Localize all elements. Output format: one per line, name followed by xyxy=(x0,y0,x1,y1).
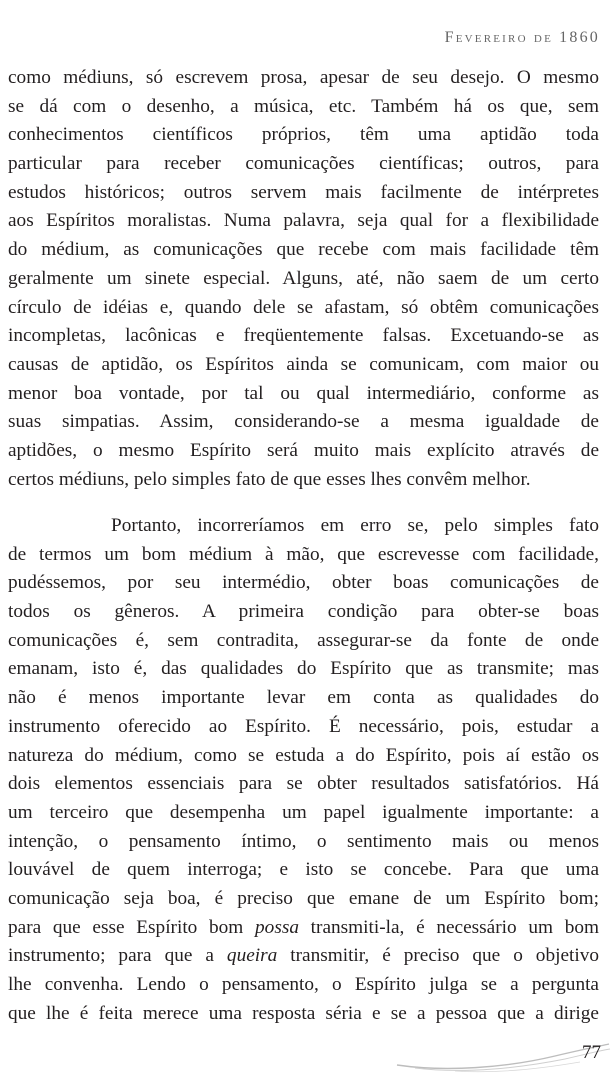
text-line xyxy=(8,942,599,971)
text-line: causas de aptidão, os Espíritos ainda se comunicam, com maior ou xyxy=(8,353,599,375)
text-line: incompletas, lacônicas e freqüentemente falsas. Excetuando-se as xyxy=(8,325,599,347)
text-run: transmitir, é preciso que o objetivo xyxy=(277,945,599,967)
text-line: dois elementos essenciais para se obter resultados satisfatórios. Há xyxy=(8,773,599,795)
text-line: que lhe é feita merece uma resposta séria e se a pessoa que a dirige xyxy=(8,1002,599,1024)
text-line: como médiuns, só escrevem prosa, apesar de seu desejo. O mesmo xyxy=(8,67,599,88)
text-line: não é menos importante levar em conta as qualidades do xyxy=(8,687,599,709)
text-line: um terceiro que desempenha um papel igualmente importante: a xyxy=(8,801,599,823)
text-line: todos os gêneros. A primeira condição para obter-se boas xyxy=(8,601,599,623)
text-line: comunicações é, sem contradita, assegurar-se da fonte de onde xyxy=(8,629,599,651)
text-line: louvável de quem interroga; e isto se concebe. Para que uma xyxy=(8,859,599,881)
text-line: particular para receber comunicações científicas; outros, para xyxy=(8,153,599,175)
text-line: suas simpatias. Assim, considerando-se a mesma igualdade de xyxy=(8,411,599,433)
text-line xyxy=(8,914,599,943)
text-line: se dá com o desenho, a música, etc. Também há os que, sem xyxy=(8,95,599,117)
swoosh-stroke xyxy=(415,1049,610,1070)
text-line: aptidões, o mesmo Espírito será muito mais explícito através de xyxy=(8,439,599,461)
italic-word: possa xyxy=(255,916,299,938)
text-line: intenção, o pensamento íntimo, o sentimento mais ou menos xyxy=(8,830,599,852)
text-line: de termos um bom médium à mão, que escrevesse com facilidade, xyxy=(8,543,599,565)
paragraph-2 xyxy=(8,512,599,1028)
page-number: 77 xyxy=(582,1042,601,1063)
running-header: Fevereiro de 1860 xyxy=(444,29,600,46)
text-line: pudéssemos, por seu intermédio, obter boas comunicações de xyxy=(8,572,599,594)
footer-swoosh-ornament xyxy=(395,1038,611,1078)
text-line: círculo de idéias e, quando dele se afastam, só obtêm comunicações xyxy=(8,296,599,318)
text-line: Portanto, incorreríamos em erro se, pelo simples fato xyxy=(111,515,599,536)
text-line: lhe convenha. Lendo o pensamento, o Espírito julga se a pergunta xyxy=(8,974,599,995)
text-run: transmiti-la, é necessário um bom xyxy=(298,916,599,938)
text-line: conhecimentos científicos próprios, têm uma aptidão toda xyxy=(8,124,599,146)
text-line: aos Espíritos moralistas. Numa palavra, seja qual for a flexibilidade xyxy=(8,210,599,232)
text-run: instrumento; para que a xyxy=(8,945,227,967)
text-line: natureza do médium, como se estuda a do Espírito, pois aí estão os xyxy=(8,744,599,766)
paragraph-1 xyxy=(8,64,599,494)
text-line: geralmente um sinete especial. Alguns, até, não saem de um certo xyxy=(8,267,599,289)
text-line: comunicação seja boa, é preciso que emane de um Espírito bom; xyxy=(8,887,599,909)
text-run: para que esse Espírito bom xyxy=(8,916,256,938)
text-line: emanam, isto é, das qualidades do Espírito que as transmite; mas xyxy=(8,658,599,680)
text-line: certos médiuns, pelo simples fato de que esses lhes convêm melhor. xyxy=(8,468,531,490)
text-line: menor boa vontade, por tal ou qual intermediário, conforme as xyxy=(8,382,599,404)
text-line: estudos históricos; outros servem mais facilmente de intérpretes xyxy=(8,181,599,203)
italic-word: queira xyxy=(226,945,278,967)
text-line: do médium, as comunicações que recebe com mais facilidade têm xyxy=(8,239,599,261)
text-line: instrumento oferecido ao Espírito. É necessário, pois, estudar a xyxy=(8,715,599,737)
